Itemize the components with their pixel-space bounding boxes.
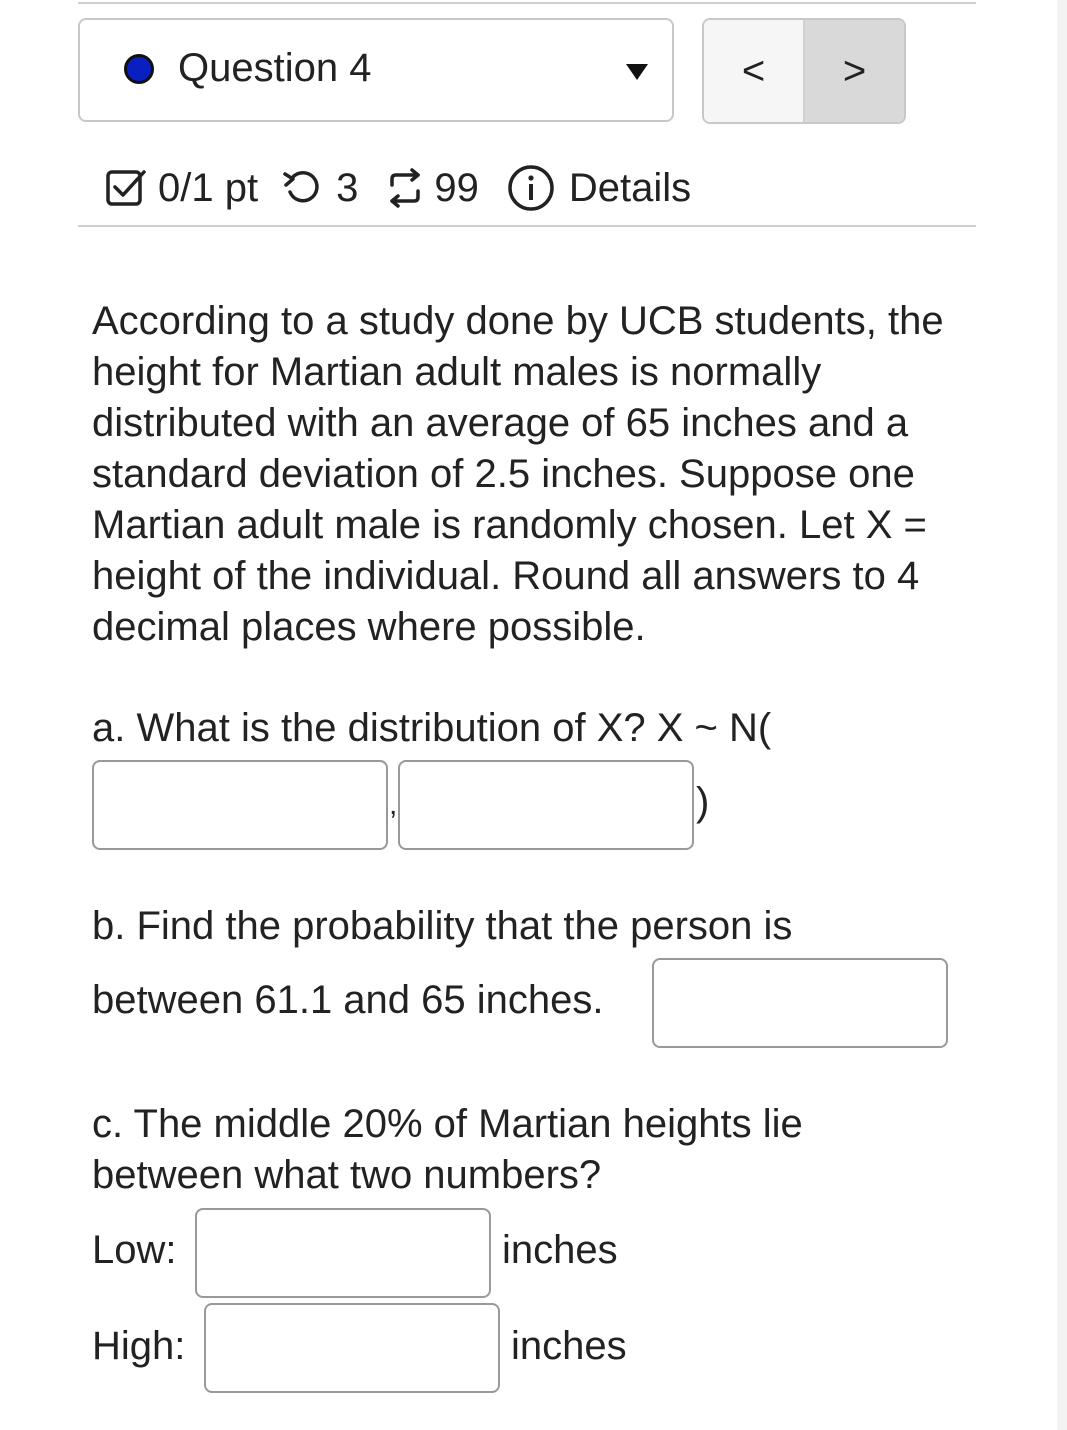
resubmit-icon (384, 167, 426, 209)
top-divider (78, 2, 976, 4)
question-label: Question 4 (178, 46, 372, 90)
retry-icon (282, 168, 322, 208)
high-unit: inches (511, 1324, 627, 1368)
points-text: 0/1 pt (158, 165, 259, 210)
question-meta (104, 158, 691, 218)
previous-question-button[interactable]: < (704, 20, 805, 122)
low-unit: inches (502, 1228, 618, 1272)
part-a-prompt: a. What is the distribution of X? X ~ N( (92, 706, 772, 750)
part-b-prompt-line2: between 61.1 and 65 inches. (92, 978, 604, 1022)
checkbox-edit-icon (104, 166, 148, 210)
probability-input[interactable] (652, 958, 948, 1048)
caret-down-icon (626, 64, 648, 80)
part-c-prompt-line1: c. The middle 20% of Martian heights lie (92, 1102, 803, 1146)
submissions-count: 99 (434, 165, 479, 210)
details-link[interactable]: Details (568, 165, 692, 210)
high-label: High: (92, 1324, 186, 1368)
question-select-dropdown[interactable] (78, 18, 674, 122)
separator-comma: , (389, 788, 398, 821)
sd-input[interactable] (398, 760, 694, 850)
question-nav (702, 18, 906, 124)
high-input[interactable] (204, 1303, 500, 1393)
close-paren: ) (696, 780, 710, 824)
low-label: Low: (92, 1228, 177, 1272)
meta-divider (78, 225, 976, 227)
part-c-prompt-line2: between what two numbers? (92, 1153, 602, 1197)
info-icon[interactable] (507, 164, 555, 212)
scrollbar-track[interactable] (1057, 0, 1067, 1430)
retries-count: 3 (336, 165, 359, 210)
status-dot-icon (124, 54, 154, 84)
problem-statement: According to a study done by UCB students, the height for Martian adult males is normally distributed with an average of 65 inches and a standard deviation of 2.5 inches. Suppose one Martian adult male is randomly chosen. Let X = height of the individual. Round all answers to 4 decimal places where possible. (92, 299, 944, 649)
low-input[interactable] (195, 1208, 491, 1298)
mean-input[interactable] (92, 760, 388, 850)
part-b-prompt-line1: b. Find the probability that the person is (92, 904, 793, 948)
next-question-button[interactable]: > (805, 20, 904, 122)
